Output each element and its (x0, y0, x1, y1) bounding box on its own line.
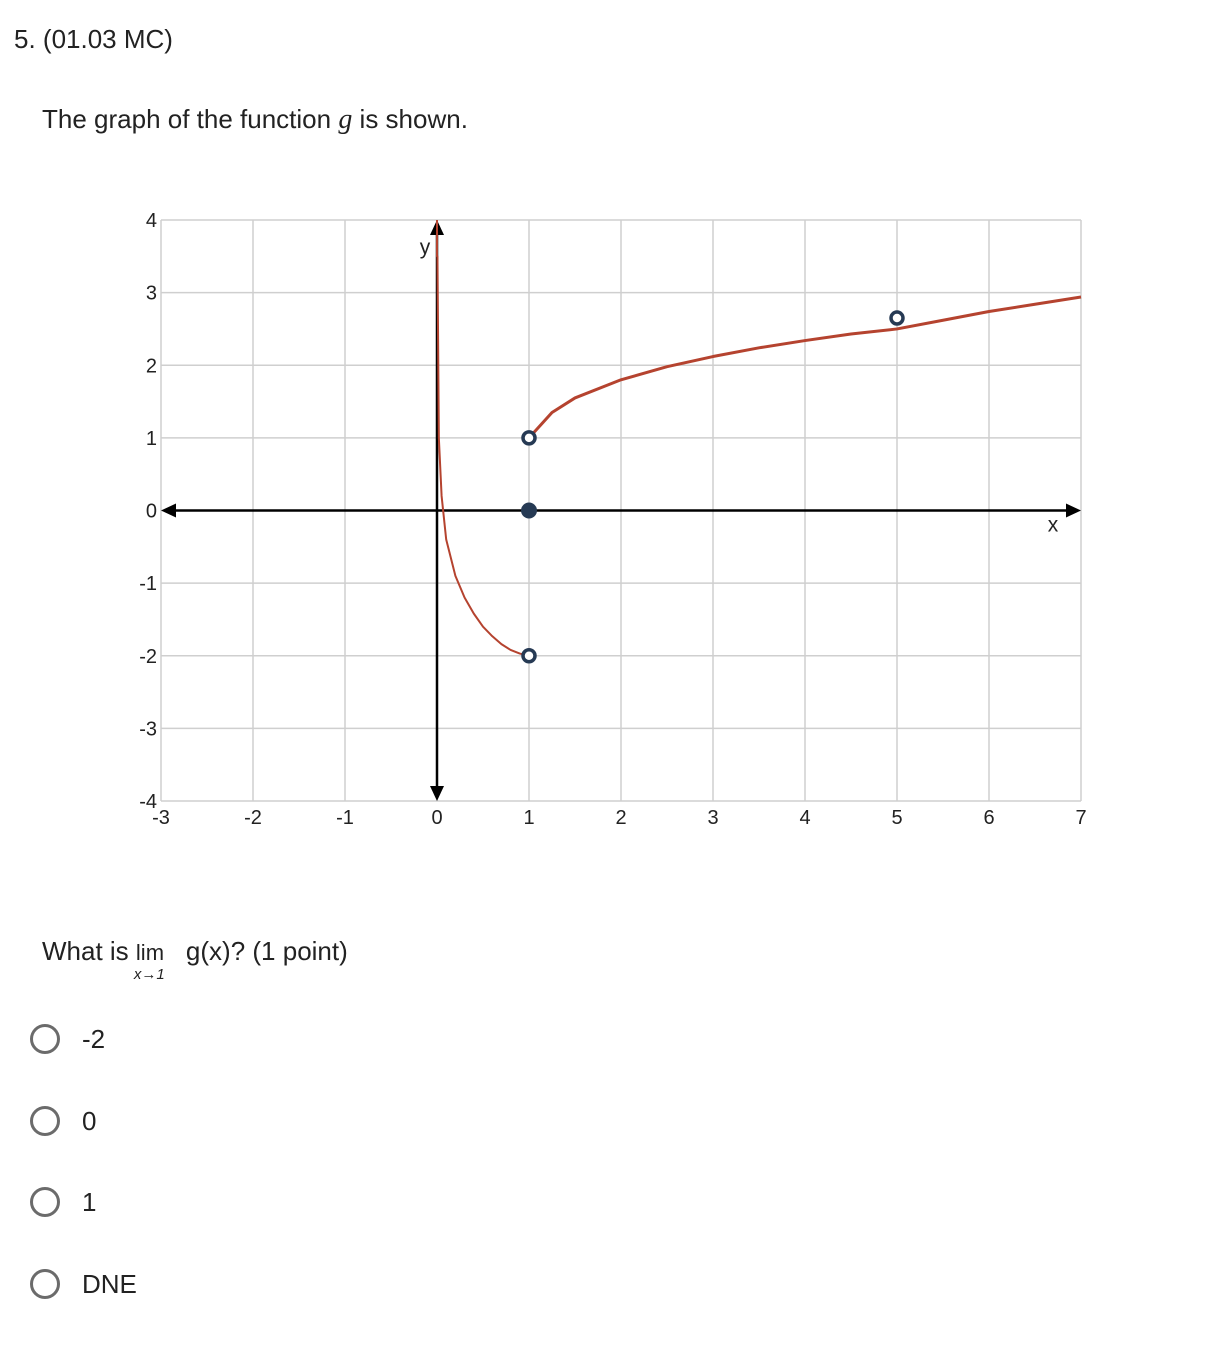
y-tick-label: -4 (139, 791, 157, 813)
radio-button[interactable] (30, 1106, 60, 1136)
x-tick-label: -2 (244, 807, 262, 829)
open-point (891, 312, 903, 324)
y-axis-label: y (419, 236, 431, 259)
x-axis-arrow-left (161, 504, 176, 518)
function-graph (0, 200, 1226, 840)
point-value: (1 point) (245, 936, 348, 966)
question-text: What is (42, 936, 136, 966)
open-point (523, 432, 535, 444)
limit-expression: g(x)? (185, 936, 246, 966)
x-tick-label: 5 (891, 807, 903, 829)
x-tick-label: 0 (431, 807, 443, 829)
option-label: -2 (82, 1023, 106, 1054)
radio-button[interactable] (30, 1187, 60, 1217)
option-0[interactable] (30, 1099, 96, 1143)
x-tick-label: 1 (523, 807, 535, 829)
y-tick-label: 3 (145, 282, 157, 305)
option-label: DNE (82, 1268, 137, 1299)
x-tick-label: 6 (983, 807, 995, 829)
y-tick-label: -2 (139, 645, 157, 668)
lim-word: lim (135, 940, 165, 965)
limit-question (42, 936, 348, 983)
x-axis-arrow-right (1066, 504, 1081, 518)
option-neg2[interactable] (30, 1017, 105, 1061)
y-axis-arrow-down (430, 786, 444, 801)
option-label: 0 (82, 1105, 97, 1136)
x-tick-label: -3 (152, 807, 170, 829)
option-dne[interactable] (30, 1262, 137, 1306)
radio-button[interactable] (30, 1269, 60, 1299)
open-point (523, 650, 535, 662)
limit-notation (133, 936, 186, 983)
x-tick-label: 4 (799, 807, 811, 829)
closed-point (521, 503, 537, 519)
y-tick-label: 0 (145, 500, 157, 523)
x-axis-label: x (1047, 513, 1059, 537)
y-tick-label: 4 (145, 210, 157, 232)
y-tick-label: -1 (139, 573, 157, 596)
prompt-text-before: The graph of the function (42, 104, 339, 134)
x-tick-label: 3 (707, 807, 719, 829)
y-tick-label: 1 (145, 427, 157, 450)
y-tick-label: 2 (145, 355, 157, 378)
x-tick-label: 2 (615, 807, 627, 829)
option-label: 1 (82, 1186, 97, 1217)
prompt-text-after: is shown. (352, 104, 468, 134)
radio-button[interactable] (30, 1024, 60, 1054)
x-tick-label: 7 (1075, 807, 1087, 829)
option-1[interactable] (30, 1180, 96, 1224)
question-number: 5. (01.03 MC) (14, 24, 173, 54)
function-name: g (338, 104, 353, 135)
lim-subscript: x→1 (133, 966, 165, 983)
x-tick-label: -1 (336, 807, 354, 829)
question-prompt (42, 104, 468, 136)
y-tick-label: -3 (139, 718, 157, 741)
